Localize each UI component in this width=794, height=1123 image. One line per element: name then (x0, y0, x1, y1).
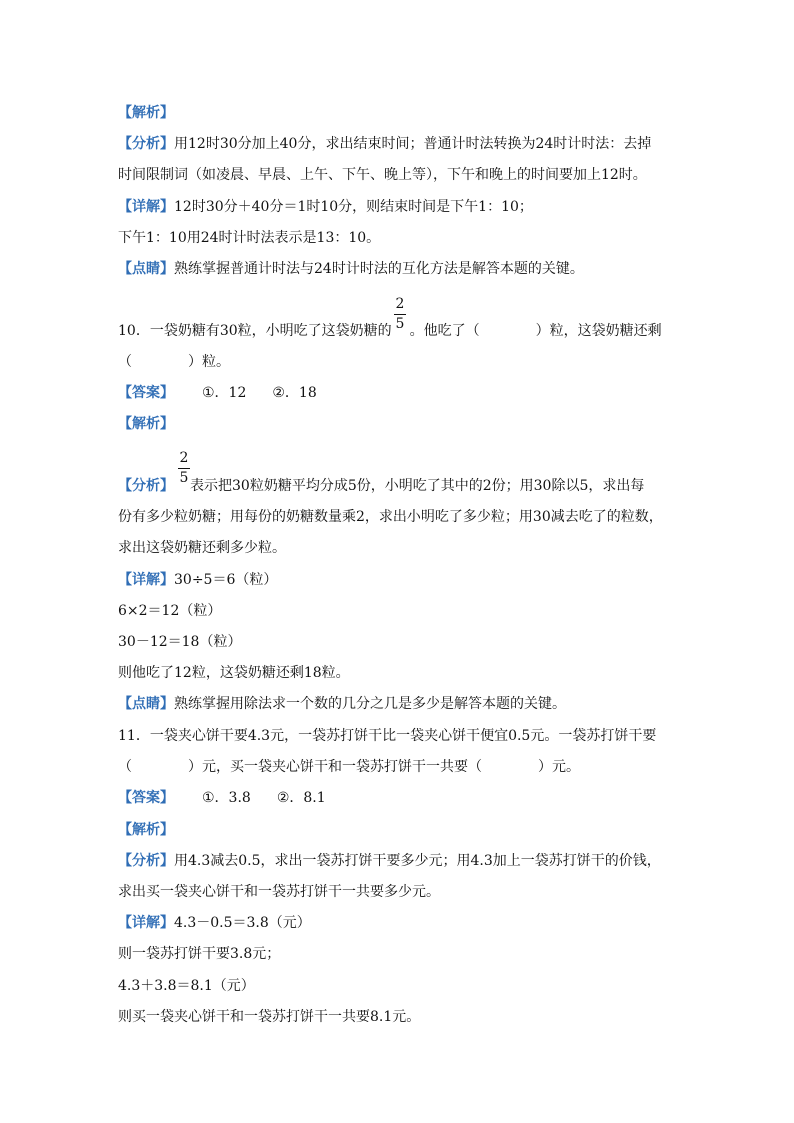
q10-fenxi-line-3 (118, 539, 286, 557)
q10-xiangjie-line-3 (118, 633, 241, 651)
q10-stem-text-1b: 。他吃了（ (409, 323, 480, 339)
q10-fraction-numerator: 2 (395, 296, 405, 312)
q10-xiangjie-text-1: 30÷5＝6（粒） (174, 572, 278, 588)
q10-fenxi-fraction-numerator: 2 (179, 450, 189, 466)
q9-xiangjie-text-1: 12时30分＋40分＝1时10分，则结束时间是下午1：10； (174, 199, 533, 215)
q9-dianjing-text: 熟练掌握普通计时法与24时计时法的互化方法是解答本题的关键。 (174, 261, 584, 277)
q9-xiangjie-line-1 (118, 198, 533, 216)
q9-fenxi-text-1: 用12时30分加上40分，求出结束时间；普通计时法转换为24时计时法：去掉 (174, 136, 652, 152)
q11-stem-text-2c: ）元。 (538, 759, 580, 775)
q10-stem-line-2 (118, 353, 230, 371)
q11-xiangjie-text-4: 则买一袋夹心饼干和一袋苏打饼干一共要8.1元。 (118, 1009, 421, 1025)
q11-answer-2: ②．8.1 (276, 790, 326, 806)
q10-answer-line (118, 384, 317, 402)
q9-jiexi-heading (118, 104, 174, 122)
fenxi-tag: 【分析】 (118, 853, 174, 869)
q11-stem-line-2 (118, 758, 580, 776)
q10-fenxi-fraction-denominator: 5 (179, 470, 189, 486)
jiexi-tag: 【解析】 (118, 416, 174, 432)
q11-fenxi-text-1: 用4.3减去0.5，求出一袋苏打饼干要多少元；用4.3加上一袋苏打饼干的价钱， (174, 853, 661, 869)
q11-answer-1: ①．3.8 (202, 790, 251, 806)
q10-fenxi-fraction-bar (178, 468, 190, 469)
q11-fenxi-line-1 (118, 852, 661, 870)
q11-jiexi-heading (118, 821, 174, 839)
q11-xiangjie-text-1: 4.3－0.5＝3.8（元） (174, 915, 311, 931)
q10-fenxi-line-1 (118, 477, 644, 495)
q10-fenxi-text-2: 份有多少粒奶糖；用每份的奶糖数量乘2，求出小明吃了多少粒；用30减去吃了的粒数， (118, 509, 663, 525)
q11-fenxi-text-2: 求出买一袋夹心饼干和一袋苏打饼干一共要多少元。 (118, 884, 440, 900)
jiexi-tag: 【解析】 (118, 822, 174, 838)
q9-dianjing-line (118, 260, 584, 278)
q11-xiangjie-text-2: 则一袋苏打饼干要3.8元； (118, 946, 281, 962)
jiexi-tag: 【解析】 (118, 105, 174, 121)
daan-tag: 【答案】 (118, 385, 174, 401)
q10-xiangjie-text-2: 6×2＝12（粒） (118, 603, 222, 619)
q11-xiangjie-text-3: 4.3＋3.8＝8.1（元） (118, 978, 255, 994)
xiangjie-tag: 【详解】 (118, 572, 174, 588)
q10-dianjing-text: 熟练掌握用除法求一个数的几分之几是多少是解答本题的关键。 (174, 696, 566, 712)
q10-jiexi-heading (118, 415, 174, 433)
q10-xiangjie-line-2 (118, 602, 221, 620)
xiangjie-tag: 【详解】 (118, 199, 174, 215)
q10-fenxi-text-3: 求出这袋奶糖还剩多少粒。 (118, 540, 286, 556)
q9-fenxi-line-2 (118, 166, 647, 184)
q10-stem-text-1c: ）粒，这袋奶糖还剩 (535, 323, 662, 339)
q9-xiangjie-text-2: 下午1：10用24时计时法表示是13：10。 (118, 230, 381, 246)
q11-answer-line (118, 789, 326, 807)
q11-stem-text-2b: ）元，买一袋夹心饼干和一袋苏打饼干一共要（ (188, 759, 482, 775)
q10-xiangjie-text-4: 则他吃了12粒，这袋奶糖还剩18粒。 (118, 665, 350, 681)
dianjing-tag: 【点睛】 (118, 696, 174, 712)
q9-xiangjie-line-2 (118, 229, 380, 247)
q10-fraction-denominator: 5 (395, 316, 405, 332)
q11-fenxi-line-2 (118, 883, 440, 901)
q10-dianjing-line (118, 695, 566, 713)
fenxi-tag: 【分析】 (118, 478, 174, 494)
q10-stem-text-2a: （ (118, 354, 132, 370)
q11-stem-text-2a: （ (118, 759, 132, 775)
q10-fenxi-line-2 (118, 508, 663, 526)
fenxi-tag: 【分析】 (118, 136, 174, 152)
daan-tag: 【答案】 (118, 790, 174, 806)
q11-xiangjie-line-2 (118, 945, 280, 963)
q10-stem-line-1 (118, 322, 662, 340)
q11-stem-line-1 (118, 727, 656, 745)
q10-answer-1: ①．12 (202, 385, 247, 401)
q11-xiangjie-line-1 (118, 914, 311, 932)
q9-fenxi-line-1 (118, 135, 651, 153)
q10-stem-text-1a: 10．一袋奶糖有30粒，小明吃了这袋奶糖的 (118, 323, 392, 339)
q10-xiangjie-line-1 (118, 571, 277, 589)
q9-fenxi-text-2: 时间限制词（如凌晨、早晨、上午、下午、晚上等），下午和晚上的时间要加上12时。 (118, 167, 647, 183)
q10-xiangjie-text-3: 30－12＝18（粒） (118, 634, 242, 650)
q11-xiangjie-line-3 (118, 977, 255, 995)
q11-stem-text-1: 11．一袋夹心饼干要4.3元，一袋苏打饼干比一袋夹心饼干便宜0.5元。一袋苏打饼干要 (118, 728, 657, 744)
q10-stem-text-2b: ）粒。 (188, 354, 230, 370)
q10-fenxi-text-1: 表示把30粒奶糖平均分成5份，小明吃了其中的2份；用30除以5，求出每 (190, 478, 645, 494)
xiangjie-tag: 【详解】 (118, 915, 174, 931)
q10-answer-2: ②．18 (272, 385, 317, 401)
q10-fraction-bar (394, 314, 406, 315)
q10-xiangjie-line-4 (118, 664, 350, 682)
dianjing-tag: 【点睛】 (118, 261, 174, 277)
q11-xiangjie-line-4 (118, 1008, 420, 1026)
